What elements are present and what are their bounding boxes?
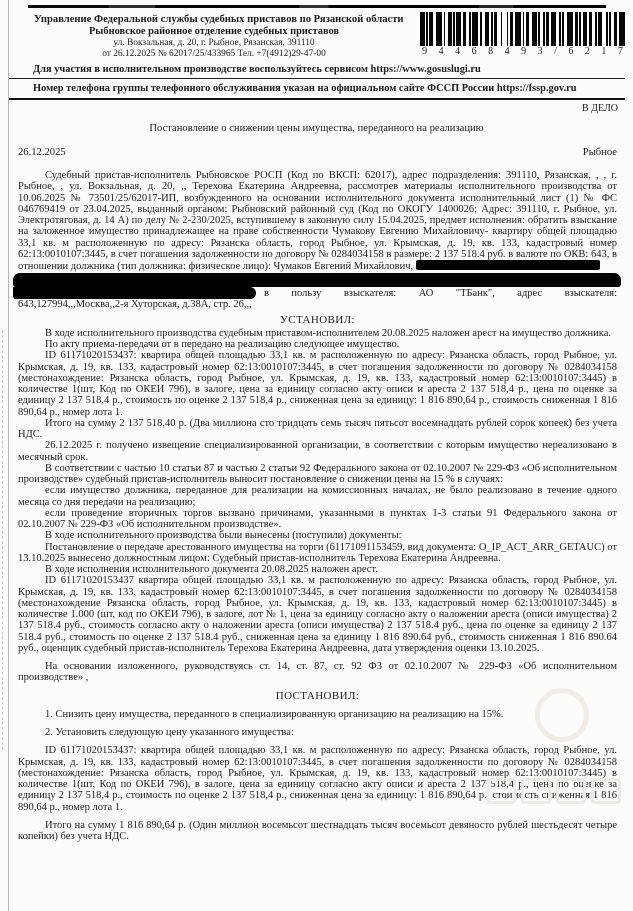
org-address-line: ул. Вокзальная, д. 20, г. Рыбное, Рязанская, 391110 xyxy=(113,38,315,49)
divider-thick xyxy=(8,98,625,100)
doc-title: Постановление о снижении цены имущества, переданного на реализацию xyxy=(149,123,484,135)
redaction-bar-inline xyxy=(416,260,600,270)
document-body xyxy=(18,170,617,842)
paragraph-case2: если проведение вторичных торгов вызвано причинами, указанными в пунктах 1-3 статьи 91 Федерального закона от 02.10.2007 № 229-ФЗ «Об исполнительном производстве». xyxy=(18,507,617,531)
paragraph-conclusion-basis: На основании изложенного, руководствуясь ст. 14, ст. 87, ст. 92 ФЗ от 02.10.2007 № 229-ФЗ «Об исполнительном производстве» , xyxy=(18,661,617,684)
org-address-block xyxy=(34,14,404,60)
paragraph-akt: По акту приема-передачи от в передано на реализацию следующее имущество. xyxy=(45,339,400,351)
heading-ustanovil: УСТАНОВИЛ: xyxy=(280,313,355,326)
scan-artifact-left-dashes xyxy=(2,330,3,750)
paragraph-arrest2: В ходе исполнения исполнительного документа 20.08.2025 наложен арест. xyxy=(45,564,378,576)
paragraph-decision-2: 2. Установить следующую цену указанного имущества: xyxy=(45,727,294,739)
divider-thin xyxy=(8,78,625,79)
scan-artifact-left-border xyxy=(8,0,9,911)
org-name-line1: Управление Федеральной службы судебных приставов по Рязанской области xyxy=(34,14,404,25)
doc-place: Рыбное xyxy=(582,147,617,159)
date-place-row xyxy=(18,147,617,158)
paragraph-law-basis: В соответствии с частью 10 статьи 87 и частью 2 статьи 92 Федерального закона от 02.10.2007 № 229-ФЗ «Об исполнительном производстве» судебный пристав-исполнитель выносит постановление о снижении цены на 15 % в случаях: xyxy=(18,462,617,486)
paragraph-auction-order: Постановление о передаче арестованного имущества на торги (61171091153459, вид документа: O_IP_ACT_ARR_GETAUC) от 13.10.2025 вынесено должностным лицом: Судебный пристав-исполнитель Терехова Екатерина Андреевна. xyxy=(18,541,617,564)
paragraph-property-id3: ID 61171020153437: квартира общей площадью 33,1 кв. м расположенную по адресу: Рязанска область, город Рыбное, ул. Крымская, д. 19, кв. 133, кадастровый номер 62:13:0010107:3445, в счет погашения задолженности по договору № 0284034158 (местонахождение: Рязанска область, город Рыбное, ул. Крымская, д. 19, кв. 133, кадастровый номер 62:13:0010107:3445) в количестве 1(шт, Код по ОКЕИ 796), в залоге, цена за единицу согласно акту описи и ареста 2 137 518,4 р., цена по оценке за единицу 2 137 518,4 р., стоимость по оценке 2 137 518,4 р., сниженная цена за единицу: 1 816 890,64 р., стоимость сниженная 1 816 890,64 р., номер лота 1. xyxy=(18,745,617,813)
heading-postanovil: ПОСТАНОВИЛ: xyxy=(275,689,360,702)
paragraph-property-id2: ID 61171020153437 квартира общей площадью 33,1 кв. м расположенную по адресу: Рязанска область, город Рыбное, ул. Крымская, д. 19, кв. 133, кадастровый номер 62:13:0010107:3445, в счет погашения задолженности по договору № 0284034158 (местонахождение Рязанска область, город Рыбное, ул. Крымская, д. 19, кв. 133, кадастровый номер 62:13:0010107:3445) в количестве 1.000 (шт, код по ОКЕИ 796), в залоге, лот № 1, цена за единицу согласно акту о наложении ареста (описи имущества) 2 137 518.4 руб., стоимость согласно акту о наложении ареста (описи имущества) 2 137 518.4 руб., цена по оценке за единицу 2 137 518.4 руб., стоимость по оценке 2 137 518.4 руб., сниженная цена за единицу 1 816 890.64 руб., стоимость сниженная 1 816 890.64 руб., оценщик судебный пристав-исполнитель Терехова Екатерина Андреевна, дата утверждения оценки 13.10.2025. xyxy=(18,575,617,654)
doc-number-line: от 26.12.2025 № 62017/25/433965 Тел. +7(4912)29-47-00 xyxy=(102,49,326,60)
paragraph-notification: 26.12.2025 г. получено извещение специализированной организации, в соответствии с которым имущество нереализовано в месячный срок. xyxy=(18,440,617,463)
paragraph-case1: если имущество должника, переданное для реализации на комиссионных началах, не было реализовано в течение одного месяца со дня передачи на реализацию; xyxy=(18,485,617,508)
redaction-bar-left xyxy=(13,287,256,299)
paragraph-arrest: В ходе исполнительного производства судебным приставом-исполнителем 20.08.2025 наложен арест на имущество должника. xyxy=(45,327,611,339)
paragraph-decision-1: 1. Снизить цену имущества, переданного в специализированную организацию на реализацию на 15%. xyxy=(45,708,504,720)
faint-watermark xyxy=(486,778,621,804)
paragraph-total1: Итого на сумму 2 137 518,40 р. (Два миллиона сто тридцать семь тысяч пятьсот восемнадцать рублей сорок копеек) без учета НДС. xyxy=(18,417,617,441)
paragraph-total2: Итого на сумму 1 816 890,64 р. (Один миллион восемьсот шестнадцать тысяч восемьсот девяносто рублей шестьдесят четыре копейки) без учета НДС. xyxy=(18,819,617,843)
claimant-text: в пользу взыскателя: АО "ТБанк", адрес взыскателя: xyxy=(264,287,617,299)
faint-watermark-circle xyxy=(535,688,589,742)
org-name-line2: Рыбновское районное отделение судебных приставов xyxy=(88,26,340,38)
claimant-address: 643,127994,,,Москва,,2-я Хуторская, д.38А, стр. 26,,, xyxy=(18,299,252,311)
v-delo-stamp: В ДЕЛО xyxy=(582,103,618,115)
barcode-digits: 9 4 4 6 8 4 9 3 / 6 2 1 7 xyxy=(422,46,625,57)
barcode xyxy=(420,12,627,59)
paragraph-property-id1: ID 61171020153437: квартира общей площадью 33,1 кв. м расположенную по адресу: Рязанска область, город Рыбное, ул. Крымская, д. 19, кв. 133, кадастровый номер 62:13:0010107:3445, в счет погашения задолженности по договору № 0284034158 (местонахождение: Рязанска область, город Рыбное, ул. Крымская, д. 19, кв. 133, кадастровый номер 62:13:0010107:3445) в количестве 1(шт, Код по ОКЕИ 796), в залоге, цена за единицу согласно акту описи и ареста 2 137 518,4 р., цена по оценке за единицу 2 137 518,4 р., стоимость по оценке 2 137 518,4 р., сниженная цена за единицу: 1 816 890,64 р., стоимость сниженная 1 816 890,64 р., номер лота 1. xyxy=(18,350,617,418)
notice-fssp: Номер телефона группы телефонного обслуживания указан на официальном сайте ФССП России https://fssp.gov.ru xyxy=(33,83,577,95)
paragraph-documents: В ходе исполнительного производства были вынесены (поступили) документы: xyxy=(45,530,402,542)
barcode-bars xyxy=(420,12,627,46)
document-header xyxy=(0,0,633,60)
doc-date: 26.12.2025 xyxy=(18,147,66,159)
redaction-bar-full xyxy=(13,273,621,287)
notice-gosuslugi: Для участия в исполнительном производстве воспользуйтесь сервисом https://www.gosuslugi.ru xyxy=(33,64,481,76)
paragraph-intro: Судебный пристав-исполнитель Рыбновское РОСП (Код по ВКСП: 62017), адрес подразделения: 391110, Рязанская, , , г. Рыбное, , ул. Вокзальная, д. 20, ,, Терехова Екатерина Андреевна, рассмотрев материалы исполнительного производства от 10.06.2025 № 73501/25/62017-ИП, возбужденного на основании исполнительного документа исполнительный лист (1) № ФС 046769419 от 23.04.2025, выданный органом: Рыбновский районный суд (Код по ОКОГУ 1400026; Адрес: 391110, г. Рыбное, ул. Электротяговая, д. 14 А) по делу № 2-230/2025, вступившему в законную силу 15.04.2025, предмет исполнения: обратить взыскание на заложенное имущество принадлежащее на праве собственности Чумакову Евгению Михайловичу- квартиру общей площадью 33,1 кв. м расположенную по адресу: Рязанска область, город Рыбное, ул. Крымская, д. 19, кв. 133, кадастровый номер 62:13:0010107:3445, в счет погашения задолженности по договору № 0284034158 в размере: 2 137 518.4 руб. в валюте по ОКВ: 643, в отношении должника (тип должника: физическое лицо): Чумаков Евгений Михайлович, xyxy=(18,170,617,273)
redaction-claimant-row xyxy=(13,287,617,299)
